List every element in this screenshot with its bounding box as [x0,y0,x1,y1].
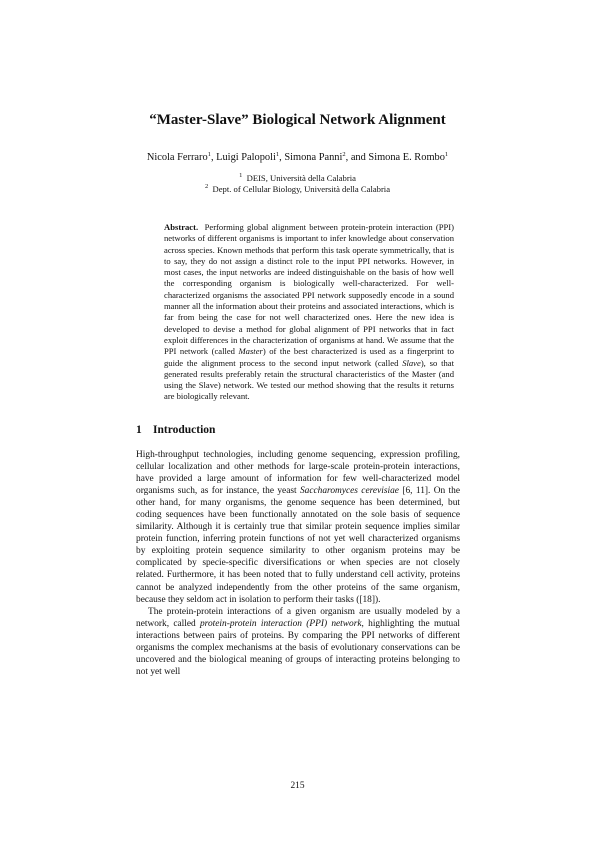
author-separator: , [279,152,285,163]
author-separator: , [210,152,217,163]
affiliation-text: DEIS, Università della Calabria [246,173,356,183]
paragraph [136,449,460,606]
paragraph-text: The protein-protein interactions of a given organism are usually modeled by a network, called [136,606,460,629]
affiliation [0,183,595,195]
author-affiliation-mark: 2 [342,151,346,158]
affiliation-text: Dept. of Cellular Biology, Università della Calabria [212,184,391,194]
paragraph-text: [6, 11]. On the other hand, for many organisms, the genome sequence has been determined, but coding sequences have been functionally annotated on the sole basis of sequence similarity. Although it is certainly true that similar protein sequence implies similar protein function, inferring protein functions of not yet well characterized organisms by exploiting protein sequence similarity to other organism proteins may be complicated by specie-specific diversifications or when species are not closely related. Furthermore, it has been noted that to fully understand cell activity, proteins cannot be analyzed independently from the other proteins of the same organism, because they seldom act in isolation to perform their tasks ([18]). [136,486,460,605]
abstract-emphasis: Master [238,346,263,357]
paragraph [136,606,460,678]
section-title: Introduction [153,424,216,436]
author-name: Simona E. Rombo [368,152,445,163]
term-emphasis: protein-protein interaction (PPI) network [199,618,362,629]
paragraph-text: , highlighting the mutual interactions between pairs of proteins. By comparing the PPI networks of different organisms the complex mechanisms at the basis of evolutionary conservations can be uncovered and the biological meaning of groups of interacting proteins belonging to not yet well [136,618,460,677]
species-name: Saccharomyces cerevisiae [299,486,399,497]
body-text [136,449,460,678]
section-heading [136,423,215,437]
paper-title: “Master-Slave” Biological Network Alignment [149,112,446,128]
author-separator: , and [345,152,369,163]
author-name: Nicola Ferraro [146,152,208,163]
abstract-text: ) of the best characterized is used as a fingerprint to guide the alignment process to the second input network (called [164,346,454,368]
author-list [0,151,595,165]
author-name: Luigi Palopoli [216,152,276,163]
abstract [164,222,454,403]
affiliation-mark: 1 [239,172,243,179]
abstract-emphasis: Slave [402,357,421,368]
abstract-text: Performing global alignment between protein-protein interaction (PPI) networks of different organisms is important to infer knowledge about conservation across species. Known methods that perform this task operate symmetrically, that is to say, they do not assign a distinct role to the input PPI networks. However, in most cases, the input networks are indeed distinguishable on the basis of how well the corresponding organism is biologically well-characterized. For well-characterized organisms the associated PPI network supposedly encode in a sound manner all the information about their proteins and associated interactions, which is far from being the case for not well characterized ones. Here the new idea is developed to devise a method for global alignment of PPI networks that in fact exploit differences in the characterization of organisms at hand. We assume that the PPI network (called [164,222,454,357]
abstract-label: Abstract. [164,222,199,232]
author-name: Simona Panni [284,152,343,163]
author-affiliation-mark: 1 [444,151,449,158]
affiliation-mark: 2 [204,183,209,190]
author-affiliation-mark: 1 [275,151,280,158]
abstract-text: ), so that generated results preferably retain the structural characteristics of the Master (and using the Slave) network. We tested our method showing that the results it returns are biologically relevant. [164,357,454,402]
section-number: 1 [136,424,142,436]
paragraph-text: High-throughput technologies, including genome sequencing, expression profiling, cellular localization and other methods for large-scale protein-protein interactions, have provided a large amount of information for few well-characterized model organisms such, as for instance, the yeast [136,450,460,497]
author-affiliation-mark: 1 [207,151,211,158]
page-number: 215 [290,781,305,791]
